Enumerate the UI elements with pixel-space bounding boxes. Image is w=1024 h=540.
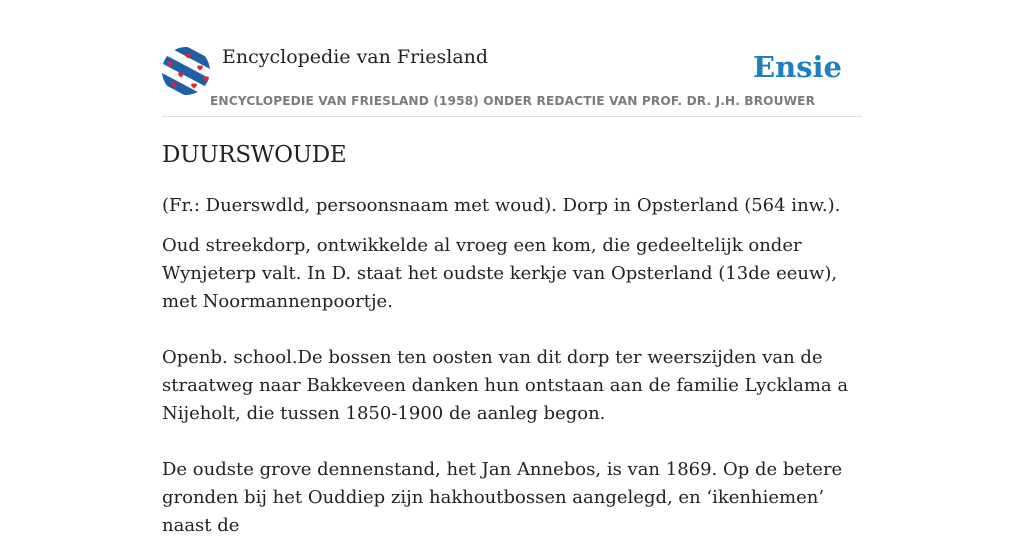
ensie-logo-link[interactable]: Ensie: [753, 50, 842, 84]
article-title: DUURSWOUDE: [162, 142, 347, 168]
site-header: [162, 44, 862, 117]
article-intro: (Fr.: Duerswdld, persoonsnaam met woud). Dorp in Opsterland (564 inw.).: [162, 195, 841, 216]
encyclopedia-subtitle: ENCYCLOPEDIE VAN FRIESLAND (1958) ONDER REDACTIE VAN PROF. DR. J.H. BROUWER: [210, 94, 816, 108]
article-body: Oud streekdorp, ontwikkelde al vroeg een kom, die gedeeltelijk onder Wynjeterp valt. In D. staat het oudste kerkje van Opsterland (13de eeuw), met Noormannenpoortje. Openb. school.De bossen ten oosten van dit dorp ter weerszijden van de straatweg naar Bakkeveen danken hun ontstaan aan de familie Lycklama a Nijeholt, die tussen 1850-1900 de aanleg begon. De oudste grove dennenstand, het Jan Annebos, is van 1869. Op de betere gronden bij het Ouddiep zijn hakhoutbossen aangelegd, en ‘ikenhiemen’ naast de: [162, 235, 849, 536]
frisian-flag-icon[interactable]: [162, 47, 210, 95]
article: [162, 138, 862, 540]
site-title[interactable]: Encyclopedie van Friesland: [222, 46, 489, 68]
